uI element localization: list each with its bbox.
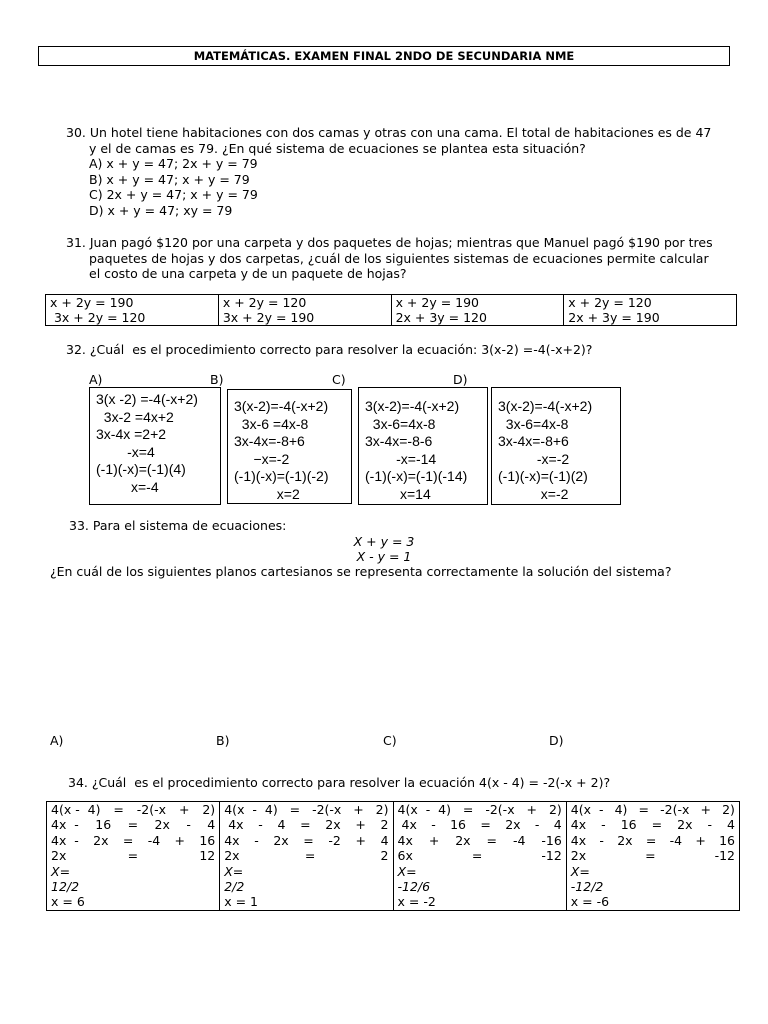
term: - bbox=[599, 832, 604, 848]
term: + bbox=[355, 832, 366, 848]
term: = bbox=[645, 832, 657, 848]
step-row bbox=[398, 817, 562, 832]
term: 2) bbox=[375, 802, 389, 817]
term: 16 bbox=[450, 817, 466, 833]
step-row: X= bbox=[397, 863, 417, 879]
term: + bbox=[428, 832, 440, 848]
term: 2x bbox=[505, 817, 521, 833]
option-line: 3x + 2y = 120 bbox=[50, 310, 146, 325]
result: x = -6 bbox=[570, 894, 610, 910]
option-line: 3x + 2y = 190 bbox=[222, 310, 315, 325]
equation-1: X + y = 3 bbox=[353, 534, 415, 549]
term: 4(x - bbox=[570, 802, 604, 817]
term: -4 bbox=[669, 832, 683, 848]
term: 16 bbox=[719, 832, 735, 848]
term: 2x bbox=[224, 848, 240, 864]
term: 2x bbox=[617, 832, 633, 848]
term: -12 bbox=[541, 848, 562, 864]
term: 2x bbox=[455, 832, 471, 848]
question-30-text-line: y el de camas es 79. ¿En qué sistema de ecuaciones se plantea esta situación? bbox=[89, 140, 586, 156]
term: 2) bbox=[722, 802, 735, 817]
term: 2x bbox=[677, 817, 693, 833]
plane-label-a: A) bbox=[50, 733, 64, 748]
step-row: X= bbox=[224, 863, 244, 879]
term: - bbox=[186, 817, 191, 833]
question-32-text: 32. ¿Cuál es el procedimiento correcto para resolver la ecuación: 3(x-2) =-4(-x+2)? bbox=[66, 342, 593, 357]
term: 4 bbox=[207, 817, 216, 833]
term: -16 bbox=[541, 832, 562, 848]
procedure-box-d: 3(x-2)=-4(-x+2) 3x-6=4x-8 3x-4x=-8+6 -x=-2 (-1)(-x)=(-1)(2) x=-2 bbox=[491, 387, 621, 505]
step-row bbox=[398, 802, 562, 817]
term: = bbox=[289, 802, 301, 817]
term: 4x bbox=[397, 832, 413, 848]
question-31-options-table bbox=[45, 294, 737, 326]
procedure-cell-a bbox=[47, 802, 220, 911]
step-row bbox=[224, 833, 388, 848]
term: = bbox=[113, 802, 124, 817]
question-31-text-line: el costo de una carpeta y de un paquete de hojas? bbox=[89, 266, 407, 282]
term: + bbox=[174, 832, 185, 848]
plane-label-d: D) bbox=[549, 733, 564, 748]
term: 16 bbox=[95, 817, 112, 833]
step-row bbox=[398, 848, 562, 863]
term: = bbox=[127, 817, 139, 833]
option-c: C) 2x + y = 47; x + y = 79 bbox=[89, 187, 258, 203]
term: 4(x - 4) bbox=[51, 802, 101, 817]
option-line: x + 2y = 190 bbox=[395, 295, 480, 310]
term: -12 bbox=[714, 848, 735, 864]
step-row bbox=[571, 802, 735, 817]
term: -4 bbox=[147, 832, 161, 848]
option-label-a: A) bbox=[89, 372, 103, 387]
procedure-cell-c bbox=[393, 802, 566, 911]
step-row: X= bbox=[570, 863, 590, 879]
step-row bbox=[224, 848, 388, 863]
term: 6x bbox=[397, 848, 413, 864]
question-30 bbox=[66, 125, 711, 219]
term: 2x bbox=[570, 848, 587, 864]
step-row: -12/6 bbox=[397, 879, 431, 895]
step-row: 2/2 bbox=[224, 879, 245, 895]
term: 2x bbox=[154, 817, 170, 833]
term: + bbox=[695, 832, 706, 848]
step-row bbox=[571, 817, 735, 832]
step-row: 12/2 bbox=[51, 879, 80, 895]
term: 2x bbox=[273, 832, 289, 848]
term: 4x - bbox=[51, 817, 79, 833]
step-row bbox=[51, 848, 215, 863]
term: 4 bbox=[727, 817, 735, 833]
term: 2) bbox=[202, 802, 216, 817]
option-cell bbox=[564, 295, 737, 326]
step-row bbox=[51, 802, 215, 817]
result: x = 6 bbox=[51, 894, 85, 910]
term: -2(-x bbox=[660, 802, 690, 817]
option-b: B) x + y = 47; x + y = 79 bbox=[89, 171, 250, 187]
term: = bbox=[122, 832, 134, 848]
term: 4(x - 4) bbox=[397, 802, 451, 817]
term: 2x bbox=[325, 817, 341, 833]
question-31 bbox=[66, 235, 713, 282]
term: - bbox=[254, 832, 259, 848]
plane-label-c: C) bbox=[383, 733, 397, 748]
question-31-text-line: 31. Juan pagó $120 por una carpeta y dos paquetes de hojas; mientras que Manuel pagó $190 por tres bbox=[66, 235, 713, 250]
term: 2x bbox=[51, 848, 67, 864]
term: = bbox=[303, 832, 314, 848]
term: 4(x - 4) bbox=[224, 802, 278, 817]
option-cell bbox=[391, 295, 564, 326]
term: + bbox=[355, 817, 366, 833]
term: 2) bbox=[548, 802, 562, 817]
term: - bbox=[534, 817, 540, 833]
procedure-cell-d bbox=[566, 802, 739, 911]
option-line: x + 2y = 190 bbox=[50, 295, 134, 310]
step-row bbox=[224, 817, 388, 832]
term: 16 bbox=[620, 817, 637, 833]
term: 4x bbox=[570, 817, 587, 833]
question-33-prompt: ¿En cuál de los siguientes planos cartesianos se representa correctamente la solución del sistema? bbox=[50, 564, 672, 579]
step-row: X= bbox=[51, 863, 71, 879]
option-cell bbox=[46, 295, 219, 326]
term: - bbox=[258, 817, 263, 833]
term: 4x bbox=[224, 832, 240, 848]
procedure-box-a: 3(x -2) =-4(-x+2) 3x-2 =4x+2 3x-4x =2+2 -x=4 (-1)(-x)=(-1)(4) x=-4 bbox=[89, 387, 221, 505]
term: 2 bbox=[380, 817, 389, 833]
term: 16 bbox=[199, 832, 216, 848]
option-cell bbox=[218, 295, 391, 326]
term: = bbox=[462, 802, 474, 817]
term: -2 bbox=[328, 832, 341, 848]
term: = bbox=[651, 817, 663, 833]
question-31-text-line: paquetes de hojas y dos carpetas, ¿cuál de los siguientes sistemas de ecuaciones permite calcular bbox=[89, 250, 709, 266]
term: + bbox=[526, 802, 538, 817]
option-line: x + 2y = 120 bbox=[568, 295, 652, 310]
procedure-box-c: 3(x-2)=-4(-x+2) 3x-6=4x-8 3x-4x=-8-6 -x=-14 (-1)(-x)=(-1)(-14) x=14 bbox=[358, 387, 488, 505]
step-row bbox=[224, 802, 388, 817]
procedure-box-b: 3(x-2)=-4(-x+2) 3x-6 =4x-8 3x-4x=-8+6 −x=-2 (-1)(-x)=(-1)(-2) x=2 bbox=[227, 389, 352, 504]
term: -2(-x bbox=[312, 802, 342, 817]
term: 2 bbox=[380, 848, 389, 864]
term: -2(-x bbox=[136, 802, 167, 817]
term: 4x bbox=[570, 832, 587, 848]
step-row: -12/2 bbox=[570, 879, 604, 895]
term: = bbox=[471, 848, 483, 864]
option-a: A) x + y = 47; 2x + y = 79 bbox=[89, 156, 258, 172]
step-row bbox=[51, 833, 215, 848]
step-row bbox=[571, 833, 735, 848]
option-label-d: D) bbox=[453, 372, 468, 387]
term: 12 bbox=[199, 848, 216, 864]
term: 4) bbox=[614, 802, 628, 817]
term: 4 bbox=[380, 832, 389, 848]
term: -2(-x bbox=[485, 802, 515, 817]
term: 4 bbox=[277, 817, 286, 833]
step-row bbox=[398, 833, 562, 848]
term: + bbox=[178, 802, 190, 817]
term: = bbox=[645, 848, 656, 864]
term: 2x bbox=[93, 832, 109, 848]
term: - bbox=[601, 817, 606, 833]
term: = bbox=[486, 832, 498, 848]
question-34-options-table bbox=[46, 801, 740, 911]
option-line: 2x + 3y = 190 bbox=[568, 310, 660, 325]
step-row bbox=[571, 848, 735, 863]
option-line: x + 2y = 120 bbox=[222, 295, 307, 310]
option-d: D) x + y = 47; xy = 79 bbox=[89, 202, 233, 218]
question-34-text: 34. ¿Cuál es el procedimiento correcto para resolver la ecuación 4(x - 4) = -2(-x + 2)? bbox=[68, 775, 611, 790]
option-label-c: C) bbox=[332, 372, 346, 387]
term: 4 bbox=[553, 817, 562, 833]
result: x = -2 bbox=[397, 894, 436, 910]
question-33-text: 33. Para el sistema de ecuaciones: bbox=[69, 518, 287, 533]
term: 4x - bbox=[51, 832, 79, 848]
term: 4x bbox=[397, 817, 417, 833]
term: = bbox=[300, 817, 311, 833]
question-30-text-line: 30. Un hotel tiene habitaciones con dos camas y otras con una cama. El total de habitaciones es de 47 bbox=[66, 125, 712, 140]
option-line: 2x + 3y = 120 bbox=[395, 310, 487, 325]
term: = bbox=[480, 817, 491, 833]
term: - bbox=[707, 817, 713, 833]
term: 4x bbox=[224, 817, 244, 833]
exam-title: MATEMÁTICAS. EXAMEN FINAL 2NDO DE SECUNDARIA NME bbox=[38, 46, 730, 66]
term: -4 bbox=[512, 832, 526, 848]
term: = bbox=[304, 848, 316, 864]
step-row bbox=[51, 817, 215, 832]
option-label-b: B) bbox=[210, 372, 224, 387]
term: + bbox=[353, 802, 364, 817]
term: = bbox=[127, 848, 139, 864]
procedure-cell-b bbox=[220, 802, 393, 911]
term: + bbox=[700, 802, 711, 817]
term: - bbox=[431, 817, 436, 833]
term: = bbox=[638, 802, 650, 817]
plane-label-b: B) bbox=[216, 733, 230, 748]
equation-2: X - y = 1 bbox=[356, 549, 412, 564]
result: x = 1 bbox=[224, 894, 259, 910]
